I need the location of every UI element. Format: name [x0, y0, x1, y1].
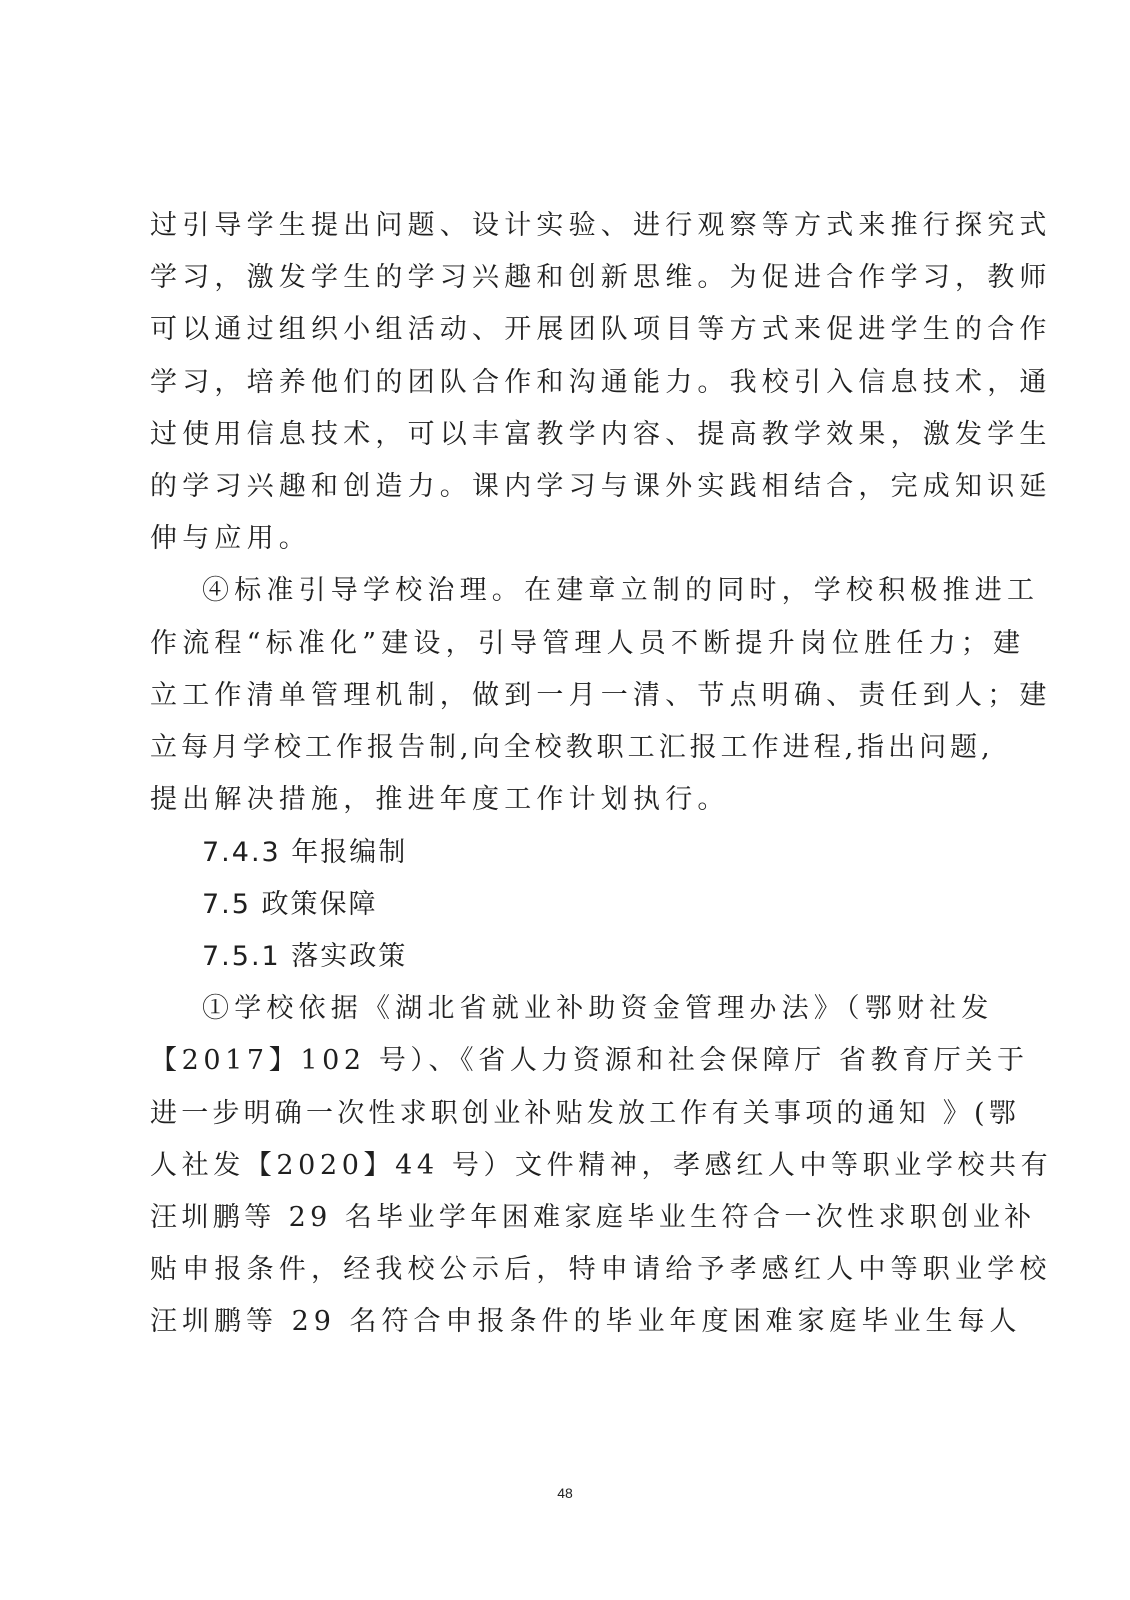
paragraph-first-line: ①学校依据《湖北省就业补助资金管理办法》（鄂财社发	[202, 993, 994, 1024]
body-text-line: 立工作清单管理机制，做到一月一清、节点明确、责任到人；建	[150, 680, 1052, 711]
body-text-line: 过使用信息技术，可以丰富教学内容、提高教学效果，激发学生	[150, 419, 1052, 450]
body-text-line: 的学习兴趣和创造力。课内学习与课外实践相结合，完成知识延	[150, 471, 1052, 502]
body-text-line: 提出解决措施，推进年度工作计划执行。	[150, 784, 730, 815]
body-text-line: 【2017】102 号）、《省人力资源和社会保障厅 省教育厅关于	[150, 1045, 1029, 1076]
body-text-line: 伸与应用。	[150, 523, 311, 554]
paragraph-first-line: ④标准引导学校治理。在建章立制的同时，学校积极推进工	[202, 575, 1040, 606]
section-heading-7-4-3: 7.4.3 年报编制	[202, 837, 408, 868]
section-heading-7-5-1: 7.5.1 落实政策	[202, 941, 408, 972]
body-text-line: 学习，激发学生的学习兴趣和创新思维。为促进合作学习，教师	[150, 262, 1052, 293]
page-number: 48	[557, 1485, 573, 1501]
body-text-line: 过引导学生提出问题、设计实验、进行观察等方式来推行探究式	[150, 210, 1052, 241]
body-text-line: 作流程“标准化”建设，引导管理人员不断提升岗位胜任力；建	[150, 628, 1026, 659]
body-text-line: 立每月学校工作报告制,向全校教职工汇报工作进程,指出问题,	[150, 732, 994, 763]
body-text-line: 汪圳鹏等 29 名毕业学年困难家庭毕业生符合一次性求职创业补	[150, 1202, 1036, 1233]
body-text-line: 可以通过组织小组活动、开展团队项目等方式来促进学生的合作	[150, 314, 1052, 345]
body-text-line: 进一步明确一次性求职创业补贴发放工作有关事项的通知 》(鄂	[150, 1098, 1020, 1129]
body-text-line: 贴申报条件，经我校公示后，特申请给予孝感红人中等职业学校	[150, 1254, 1052, 1285]
section-heading-7-5: 7.5 政策保障	[202, 889, 378, 920]
body-text-line: 汪圳鹏等 29 名符合申报条件的毕业年度困难家庭毕业生每人	[150, 1306, 1022, 1337]
body-text-line: 人社发【2020】44 号）文件精神，孝感红人中等职业学校共有	[150, 1150, 1053, 1181]
body-text-line: 学习，培养他们的团队合作和沟通能力。我校引入信息技术，通	[150, 367, 1052, 398]
